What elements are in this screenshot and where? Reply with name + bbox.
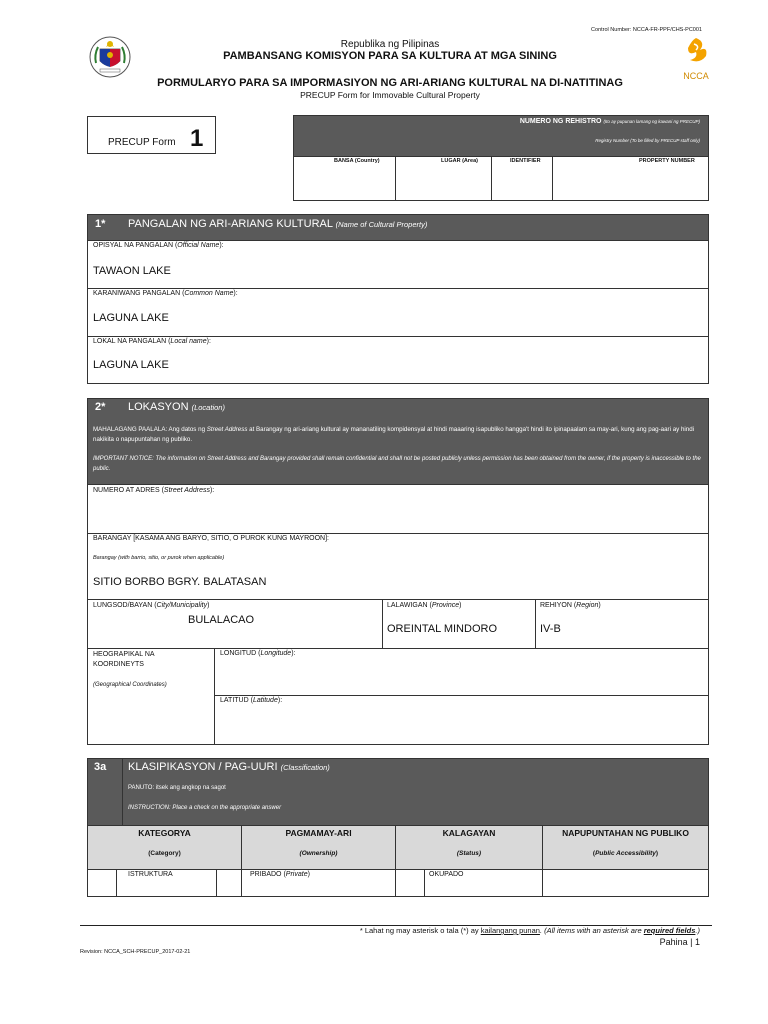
- registry-property-number-field[interactable]: [553, 166, 708, 200]
- section3-number-cell: [87, 758, 123, 826]
- form-title: PORMULARYO PARA SA IMPORMASIYON NG ARI-ARIANG KULTURAL NA DI-NATITINAG: [157, 77, 623, 89]
- revision-note: Revision: NCCA_SCH-PRECUP_2017-02-21: [80, 949, 191, 955]
- section1-number: 1*: [95, 218, 106, 230]
- notice-tagalog: MAHALAGANG PAALALA: Ang datos ng Street Address at Barangay ng ari-ariang kultural ay mananatiling kompidensyal at hindi maaaring isapubliko hangga't hindi ito ipinapaalam sa may-ari, kung ang pag-aari ay hindi nakikita o napupuntahan ng publiko.: [93, 426, 695, 443]
- col-status-title: KALAGAYAN: [442, 828, 496, 838]
- col-category-sub: (Category): [148, 850, 181, 857]
- registry-subtitle: Registry Number (To be filled by PRECUP staff only): [595, 138, 700, 143]
- col-ownership-title: PAGMAMAY-ARI: [285, 828, 352, 838]
- page-number: Pahina | 1: [659, 937, 700, 947]
- registry-identifier-field[interactable]: [492, 166, 552, 200]
- local-name-label: LOKAL NA PANGALAN (Local name):: [93, 338, 211, 345]
- section2-notice: [87, 422, 709, 485]
- section1-body: [87, 240, 709, 384]
- registry-col-country: BANSA (Country): [334, 158, 380, 164]
- official-name-value[interactable]: TAWAON LAKE: [93, 265, 171, 277]
- registry-col-identifier: IDENTIFIER: [510, 158, 541, 164]
- registry-area-field[interactable]: [396, 166, 491, 200]
- precup-form-number: 1: [190, 125, 204, 152]
- section3-header: [122, 758, 709, 826]
- section1-header: [87, 214, 709, 241]
- notice-english: IMPORTANT NOTICE: The information on Street Address and Barangay provided shall remain confidential and shall not be posted publicly unless permission has been obtained from the owner, if the property is inaccessible to the public.: [93, 456, 701, 472]
- registry-country-field[interactable]: [294, 166, 395, 200]
- longitude-field[interactable]: [215, 660, 708, 694]
- section3-instruction: INSTRUCTION: Place a check on the appropriate answer: [128, 805, 282, 811]
- province-value[interactable]: OREINTAL MINDORO: [387, 623, 498, 635]
- section1-title: PANGALAN NG ARI-ARIANG KULTURAL (Name of Cultural Property): [128, 218, 428, 230]
- precup-form-id-box: [87, 116, 216, 154]
- registry-title: NUMERO NG REHISTRO (Ito ay pupunan lamang ng kawani ng PRECUP): [519, 118, 700, 125]
- section2-number: 2*: [95, 401, 106, 413]
- accessibility-row1-field[interactable]: [543, 870, 708, 896]
- barangay-label-en: Barangay (with barrio, sitio, or purok when applicable): [93, 555, 225, 561]
- registry-number-box: [293, 115, 709, 201]
- form-subtitle: PRECUP Form for Immovable Cultural Property: [300, 90, 480, 100]
- common-name-label: KARANIWANG PANGALAN (Common Name):: [93, 290, 238, 297]
- classification-row-1: [87, 869, 709, 897]
- col-accessibility-title: NAPUPUNTAHAN NG PUBLIKO: [562, 828, 689, 838]
- local-name-value[interactable]: LAGUNA LAKE: [93, 359, 169, 371]
- precup-form-label: PRECUP Form: [108, 137, 176, 148]
- okupado-checkbox[interactable]: [396, 870, 425, 896]
- section3-number: 3a: [94, 761, 107, 773]
- pribado-label: PRIBADO (Private): [250, 871, 310, 878]
- section2-header: [87, 398, 709, 423]
- section2-body: [87, 485, 709, 745]
- barangay-label: BARANGAY [KASAMA ANG BARYO, SITIO, O PUROK KUNG MAYROON]:: [93, 535, 329, 542]
- col-ownership-sub: (Ownership): [299, 850, 338, 857]
- commission-name: PAMBANSANG KOMISYON PARA SA KULTURA AT MGA SINING: [223, 50, 557, 62]
- istruktura-label: ISTRUKTURA: [128, 871, 173, 878]
- col-category-title: KATEGORYA: [138, 828, 191, 838]
- okupado-label: OKUPADO: [429, 871, 464, 878]
- street-address-label: NUMERO AT ADRES (Street Address):: [93, 487, 215, 494]
- section3-title: KLASIPIKASYON / PAG-UURI (Classification): [128, 761, 330, 773]
- ncca-logo-text: NCCA: [683, 71, 709, 81]
- common-name-value[interactable]: LAGUNA LAKE: [93, 312, 169, 324]
- geo-coordinates-label-en: (Geographical Coordinates): [93, 682, 167, 688]
- control-number: Control Number: NCCA-FR-PPF/CHS-PC001: [591, 27, 702, 33]
- province-label: LALAWIGAN (Province): [387, 602, 462, 609]
- asterisk-note: * Lahat ng may asterisk o tala (*) ay kailangang punan. (All items with an asterisk are required fields.): [359, 926, 700, 935]
- col-accessibility-sub: (Public Accessibility): [592, 850, 659, 857]
- pribado-checkbox[interactable]: [217, 870, 242, 896]
- classification-headers: [87, 825, 709, 870]
- ncca-logo: [678, 36, 714, 80]
- col-status-sub: (Status): [456, 850, 482, 857]
- region-value[interactable]: IV-B: [540, 623, 561, 635]
- geo-coordinates-label: HEOGRAPIKAL NA KOORDINEYTS: [93, 651, 155, 668]
- region-label: REHIYON (Region): [540, 602, 601, 609]
- republic-line: Republika ng Pilipinas: [340, 39, 440, 50]
- latitude-field[interactable]: [215, 707, 708, 743]
- registry-header: [294, 116, 708, 156]
- longitude-label: LONGITUD (Longitude):: [220, 650, 296, 657]
- philippine-seal-logo: [88, 35, 132, 79]
- street-address-field[interactable]: [88, 497, 708, 533]
- registry-col-property-number: PROPERTY NUMBER: [639, 158, 695, 164]
- istruktura-checkbox[interactable]: [88, 870, 117, 896]
- city-value[interactable]: BULALACAO: [188, 614, 255, 626]
- section2-title: LOKASYON (Location): [128, 401, 225, 413]
- official-name-label: OPISYAL NA PANGALAN (Official Name):: [93, 242, 224, 249]
- section3-panuto: PANUTO: itsek ang angkop na sagot: [128, 785, 226, 791]
- city-label: LUNGSOD/BAYAN (City/Municipality): [93, 602, 210, 609]
- latitude-label: LATITUD (Latitude):: [220, 697, 283, 704]
- registry-col-area: LUGAR (Area): [441, 158, 478, 164]
- barangay-value[interactable]: SITIO BORBO BGRY. BALATASAN: [93, 576, 267, 588]
